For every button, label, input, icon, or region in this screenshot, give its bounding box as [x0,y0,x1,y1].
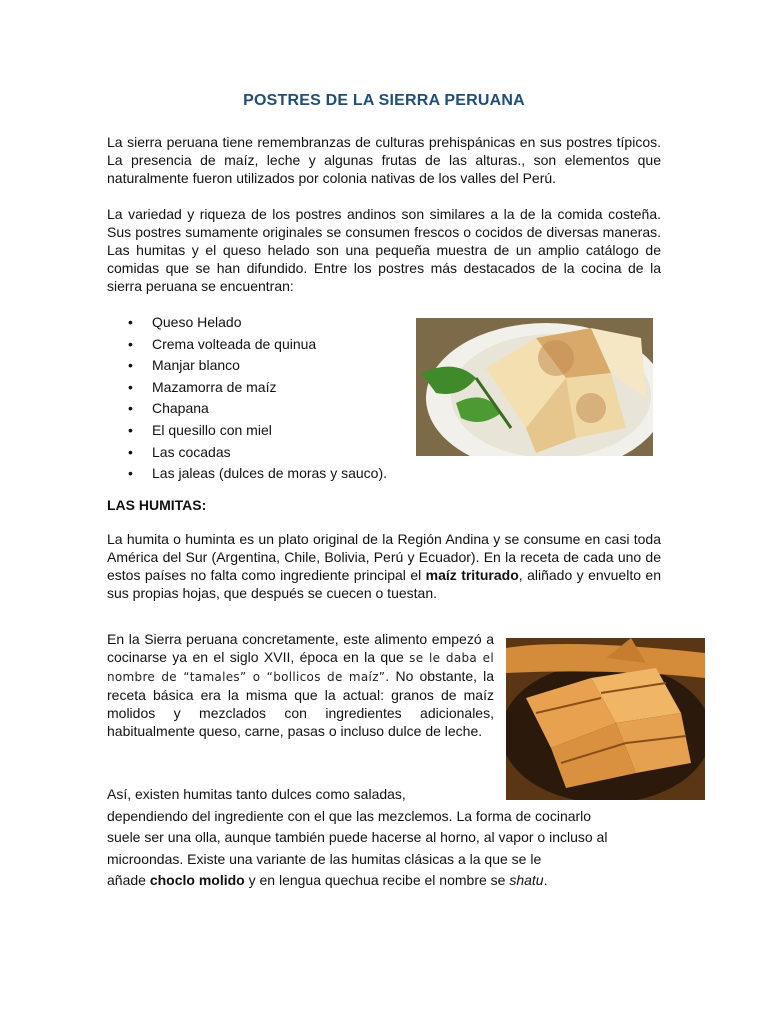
intro-paragraph-2: La variedad y riqueza de los postres andinos son similares a la de la comida costeña. Sus postres sumamente originales se consumen frescos o cocidos de diversas maneras. Las humitas y el queso helado son una pequeña muestra de un amplio catálogo de comidas que se han difundido. Entre los postres más destacados de la cocina de la sierra peruana se encuentran: [107,206,661,294]
humitas-photo [506,638,705,800]
humitas-paragraph-1 [107,530,661,602]
list-item: • Las jaleas (dulces de moras y sauco). [107,463,387,485]
text-line: microondas. Existe una variante de las humitas clásicas a la que se le [107,850,542,867]
intro-paragraph-1: La sierra peruana tiene remembranzas de culturas prehispánicas en sus postres típicos. La presencia de maíz, leche y algunas frutas de las alturas., son elementos que naturalmente fueron utilizados por colonia nativas de los valles del Perú. [107,134,661,186]
text-run: La humita o huminta es un plato original de la Región Andina y se consume en casi toda América del Sur (Argentina, Chile, Bolivia, Perú y Ecuador). En la receta de cada uno de estos países no falta como ingrediente principal el [107,531,661,583]
quoted-text: se le daba el nombre de “tamales” o “bollicos de maíz”. [107,651,494,684]
italic-text: shatu [509,872,544,889]
text-line: suele ser una olla, aunque también puede hacerse al horno, al vapor o incluso al [107,829,608,846]
list-item: • Las cocadas [107,442,387,464]
text-line: dependiendo del ingrediente con el que las mezclemos. La forma de cocinarlo [107,807,592,824]
text-line: Así, existen humitas tanto dulces como saladas, [107,786,406,802]
humitas-heading: LAS HUMITAS: [107,497,207,513]
desserts-list [107,312,387,485]
list-item: • Crema volteada de quinua [107,334,387,356]
bold-text: maíz triturado [425,567,519,583]
list-item: • Mazamorra de maíz [107,377,387,399]
list-item: • El quesillo con miel [107,420,387,442]
text-run: . [543,872,548,889]
list-item: • Manjar blanco [107,355,387,377]
humitas-paragraph-2 [107,630,494,740]
text-run: añade [107,872,150,889]
list-item: • Chapana [107,398,387,420]
bold-text: choclo molido [149,872,245,889]
page-title: POSTRES DE LA SIERRA PERUANA [243,92,525,109]
text-run: En la Sierra peruana concretamente, este alimento empezó a cocinarse ya en el siglo XVII, época en la que [107,631,494,665]
text-run: No obstante, la receta básica era la misma que la actual: granos de maíz molidos y mezclados con ingredientes adicionales, habitualmente queso, carne, pasas o incluso dulce de leche. [107,668,495,739]
text-line [107,870,667,892]
text-run: , aliñado y envuelto en sus propias hojas, que después se cuecen o tuestan. [107,567,661,601]
humitas-paragraph-3 [107,784,667,892]
queso-helado-photo [416,318,653,456]
text-run: y en lengua quechua recibe el nombre se [244,872,510,889]
list-item: • Queso Helado [107,312,387,334]
